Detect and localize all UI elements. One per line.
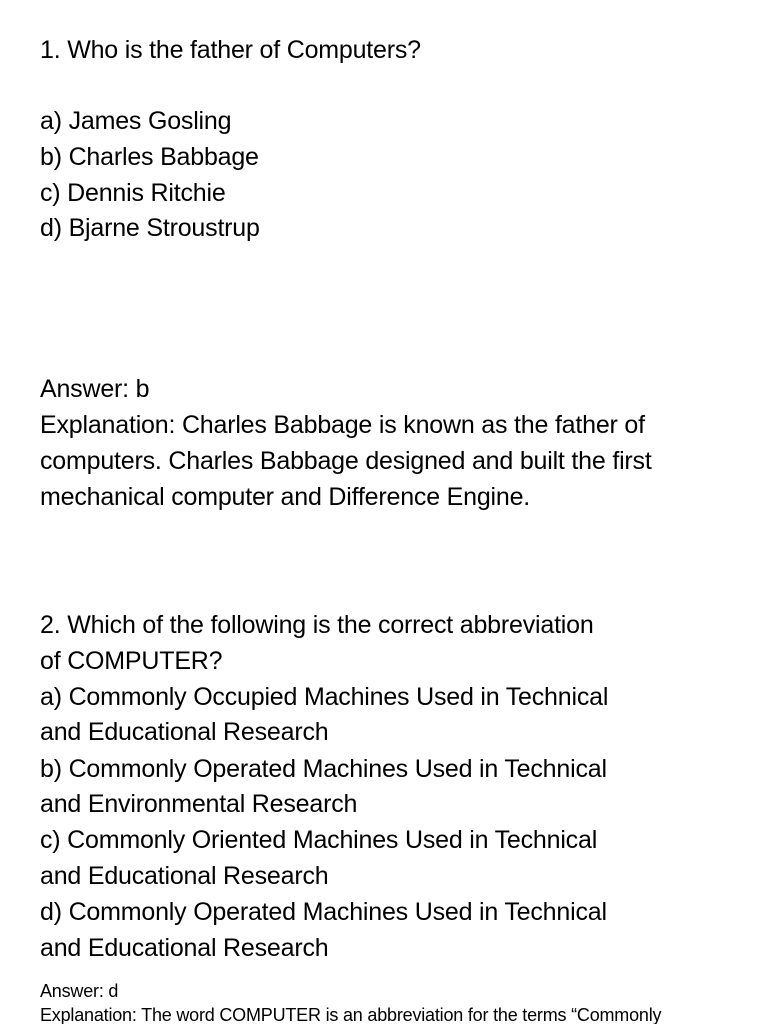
q2-answer: Answer: d — [40, 981, 119, 1001]
q1-question: 1. Who is the father of Computers? — [40, 36, 421, 64]
q1-answer: Answer: b — [40, 375, 150, 403]
q2-question-line: 2. Which of the following is the correct abbreviation — [40, 611, 594, 639]
q1-option-d: d) Bjarne Stroustrup — [40, 214, 260, 242]
q2-option-a-line: and Educational Research — [40, 718, 329, 746]
q1-option-b: b) Charles Babbage — [40, 143, 259, 171]
q2-option-a-line: a) Commonly Occupied Machines Used in Technical — [40, 683, 609, 711]
q1-option-a: a) James Gosling — [40, 107, 232, 135]
q2-option-c-line: and Educational Research — [40, 862, 329, 890]
q1-explanation-line: Explanation: Charles Babbage is known as the father of — [40, 411, 645, 439]
q1-explanation-line: mechanical computer and Difference Engine. — [40, 483, 531, 511]
q2-explanation-partial: Explanation: The word COMPUTER is an abbreviation for the terms “Commonly — [40, 1005, 662, 1024]
q2-option-d-line: and Educational Research — [40, 934, 329, 962]
q2-option-b-line: b) Commonly Operated Machines Used in Technical — [40, 755, 607, 783]
q1-option-c: c) Dennis Ritchie — [40, 179, 226, 207]
q2-question-line: of COMPUTER? — [40, 647, 223, 675]
q2-option-b-line: and Environmental Research — [40, 790, 358, 818]
q2-option-d-line: d) Commonly Operated Machines Used in Technical — [40, 898, 607, 926]
q1-explanation-line: computers. Charles Babbage designed and built the first — [40, 447, 652, 475]
q2-option-c-line: c) Commonly Oriented Machines Used in Technical — [40, 826, 598, 854]
